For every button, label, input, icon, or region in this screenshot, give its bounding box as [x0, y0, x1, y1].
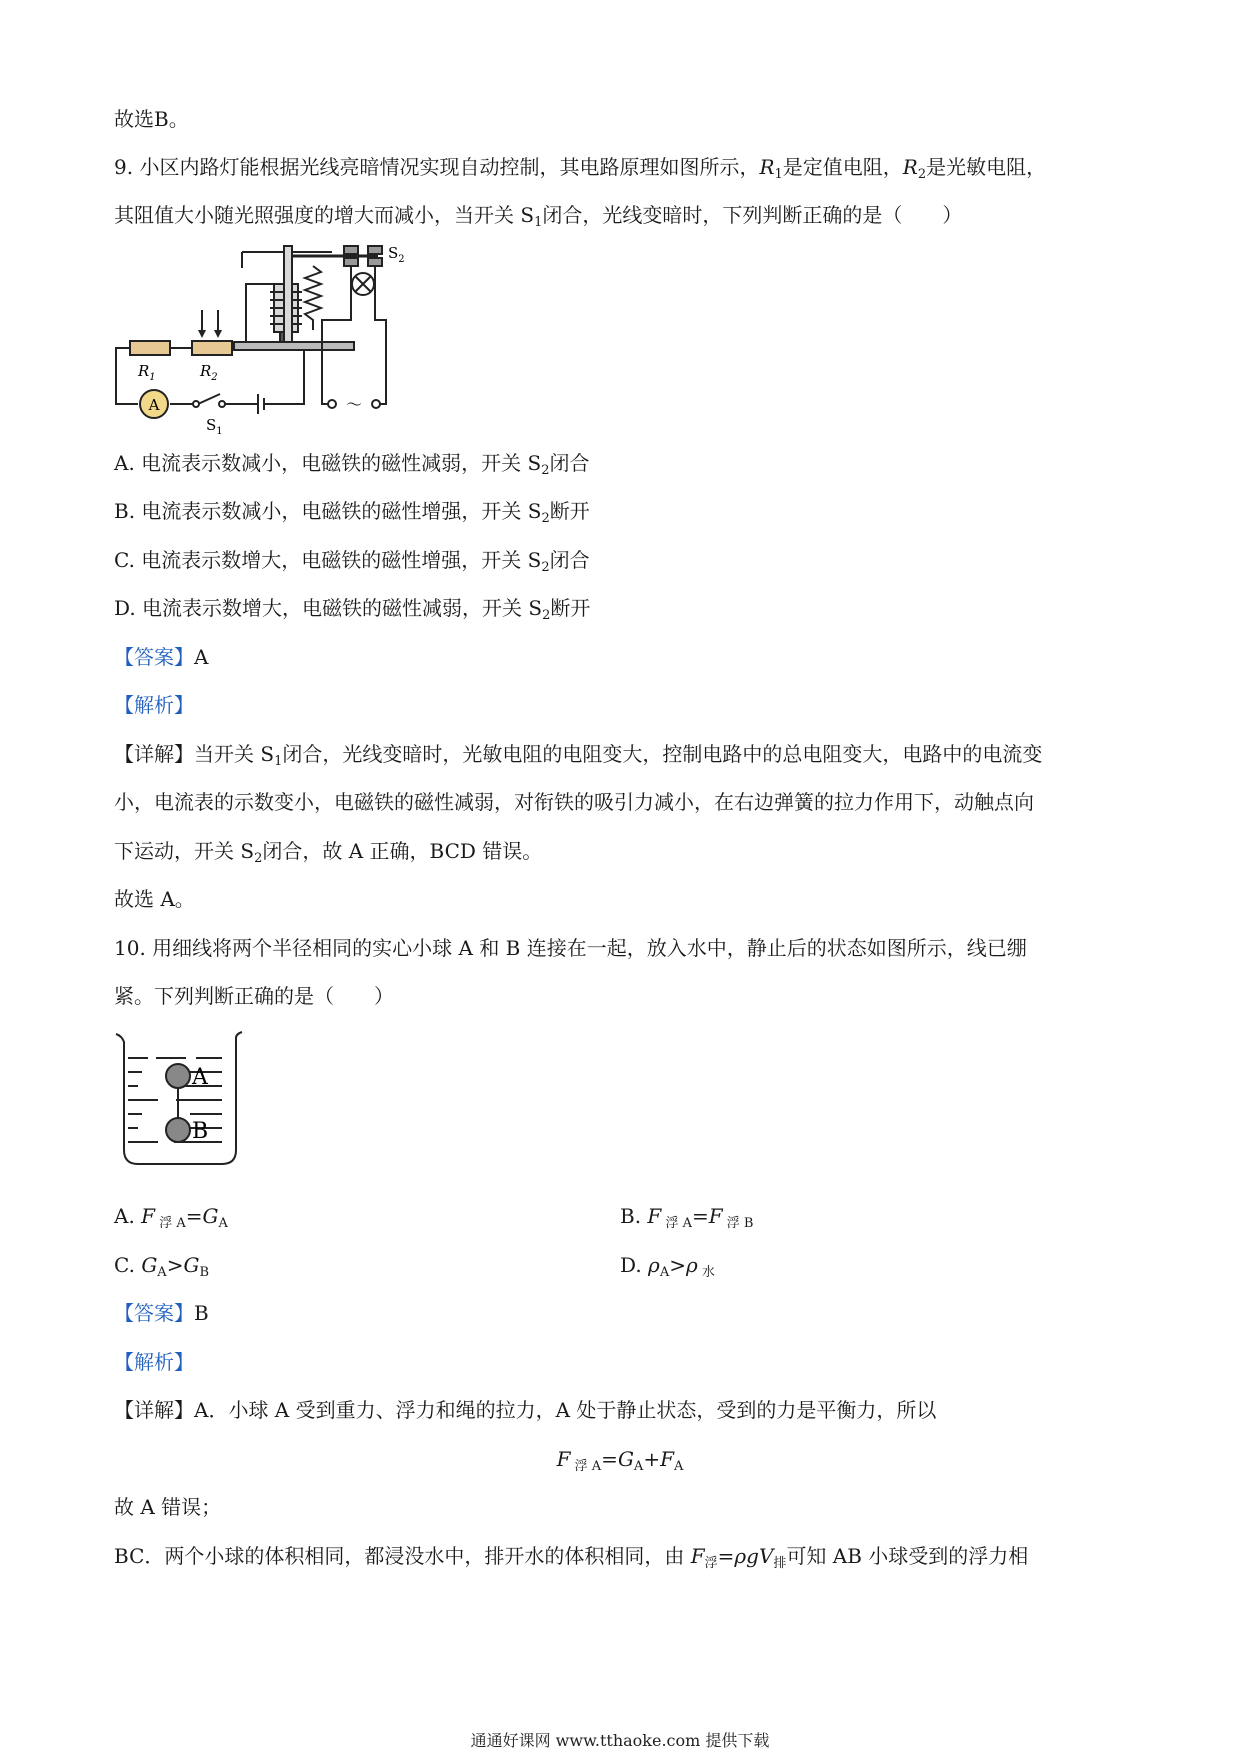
ammeter-label: A	[148, 396, 160, 414]
q10-conclusion-a: 故 A 错误；	[114, 1495, 222, 1519]
q9-circuit-diagram	[108, 244, 448, 436]
q9-option-a: A. 电流表示数减小，电磁铁的磁性减弱，开关 $S_2$闭合	[114, 451, 590, 478]
q9-stem-line2: 其阻值大小随光照强度的增大而减小，当开关 $S_1$闭合，光线变暗时，下列判断正确的是（ ）	[114, 203, 963, 230]
ball-b-label: B	[192, 1119, 209, 1144]
q10-option-b: B. F $_{浮 A}$=F $_{浮 B}$	[620, 1204, 754, 1231]
prev-conclusion: 故选B。	[114, 107, 189, 131]
page-footer: 通通好课网 www.tthaoke.com 提供下载	[470, 1731, 770, 1750]
q10-beaker-diagram	[112, 1030, 248, 1170]
q9-conclusion: 故选 A。	[114, 887, 195, 911]
s2-label: $S_2$	[388, 244, 405, 265]
q9-option-d: D. 电流表示数增大，电磁铁的磁性减弱，开关 $S_2$断开	[114, 596, 591, 623]
q9-analysis-tag: 【解析】	[114, 693, 194, 717]
r2-label: $R_2$	[200, 362, 218, 383]
q9-detail-line1: 【详解】当开关 $S_1$闭合，光线变暗时，光敏电阻的电阻变大，控制电路中的总电阻变大，电路中的电流变	[114, 742, 1043, 769]
q9-detail-line3: 下运动，开关 $S_2$闭合，故 A 正确，BCD 错误。	[114, 839, 543, 866]
q10-option-c: C. $G_A>G_B$	[114, 1253, 209, 1280]
r1-label: $R_1$	[138, 362, 156, 383]
q10-analysis-tag: 【解析】	[114, 1350, 194, 1374]
q10-answer: 【答案】B	[114, 1301, 209, 1325]
q10-option-a: A. F $_{浮 A}=G_A$	[114, 1204, 228, 1231]
q9-answer: 【答案】A	[114, 645, 209, 669]
q10-detail-line1: 【详解】A．小球 A 受到重力、浮力和绳的拉力，A 处于静止状态，受到的力是平衡力，所以	[114, 1398, 937, 1422]
q9-detail-line2: 小，电流表的示数变小，电磁铁的磁性减弱，对衔铁的吸引力减小，在右边弹簧的拉力作用下，动触点向	[114, 790, 1034, 814]
q10-option-d: D. $\rho_A>\rho$ $_水$	[620, 1253, 715, 1280]
ac-source-label: ～	[345, 395, 363, 414]
q9-option-c: C. 电流表示数增大，电磁铁的磁性增强，开关 $S_2$闭合	[114, 548, 590, 575]
ball-a-label: A	[192, 1065, 208, 1090]
q10-bc-line: BC．两个小球的体积相同，都浸没水中，排开水的体积相同，由 $F_浮=\rho gV_排$可知 AB 小球受到的浮力相	[114, 1544, 1029, 1571]
q9-stem-line1: 9. 小区内路灯能根据光线亮暗情况实现自动控制，其电路原理如图所示，$R_1$是定值电阻，$R_2$是光敏电阻，	[114, 155, 1047, 182]
q10-formula: F $_{浮 A}=G_A+F_A$	[556, 1447, 684, 1474]
q9-option-b: B. 电流表示数减小，电磁铁的磁性增强，开关 $S_2$断开	[114, 499, 590, 526]
q10-stem-line1: 10. 用细线将两个半径相同的实心小球 A 和 B 连接在一起，放入水中，静止后的状态如图所示，线已绷	[114, 936, 1027, 960]
s1-label: $S_1$	[206, 416, 223, 436]
q10-stem-line2: 紧。下列判断正确的是（ ）	[114, 984, 394, 1008]
